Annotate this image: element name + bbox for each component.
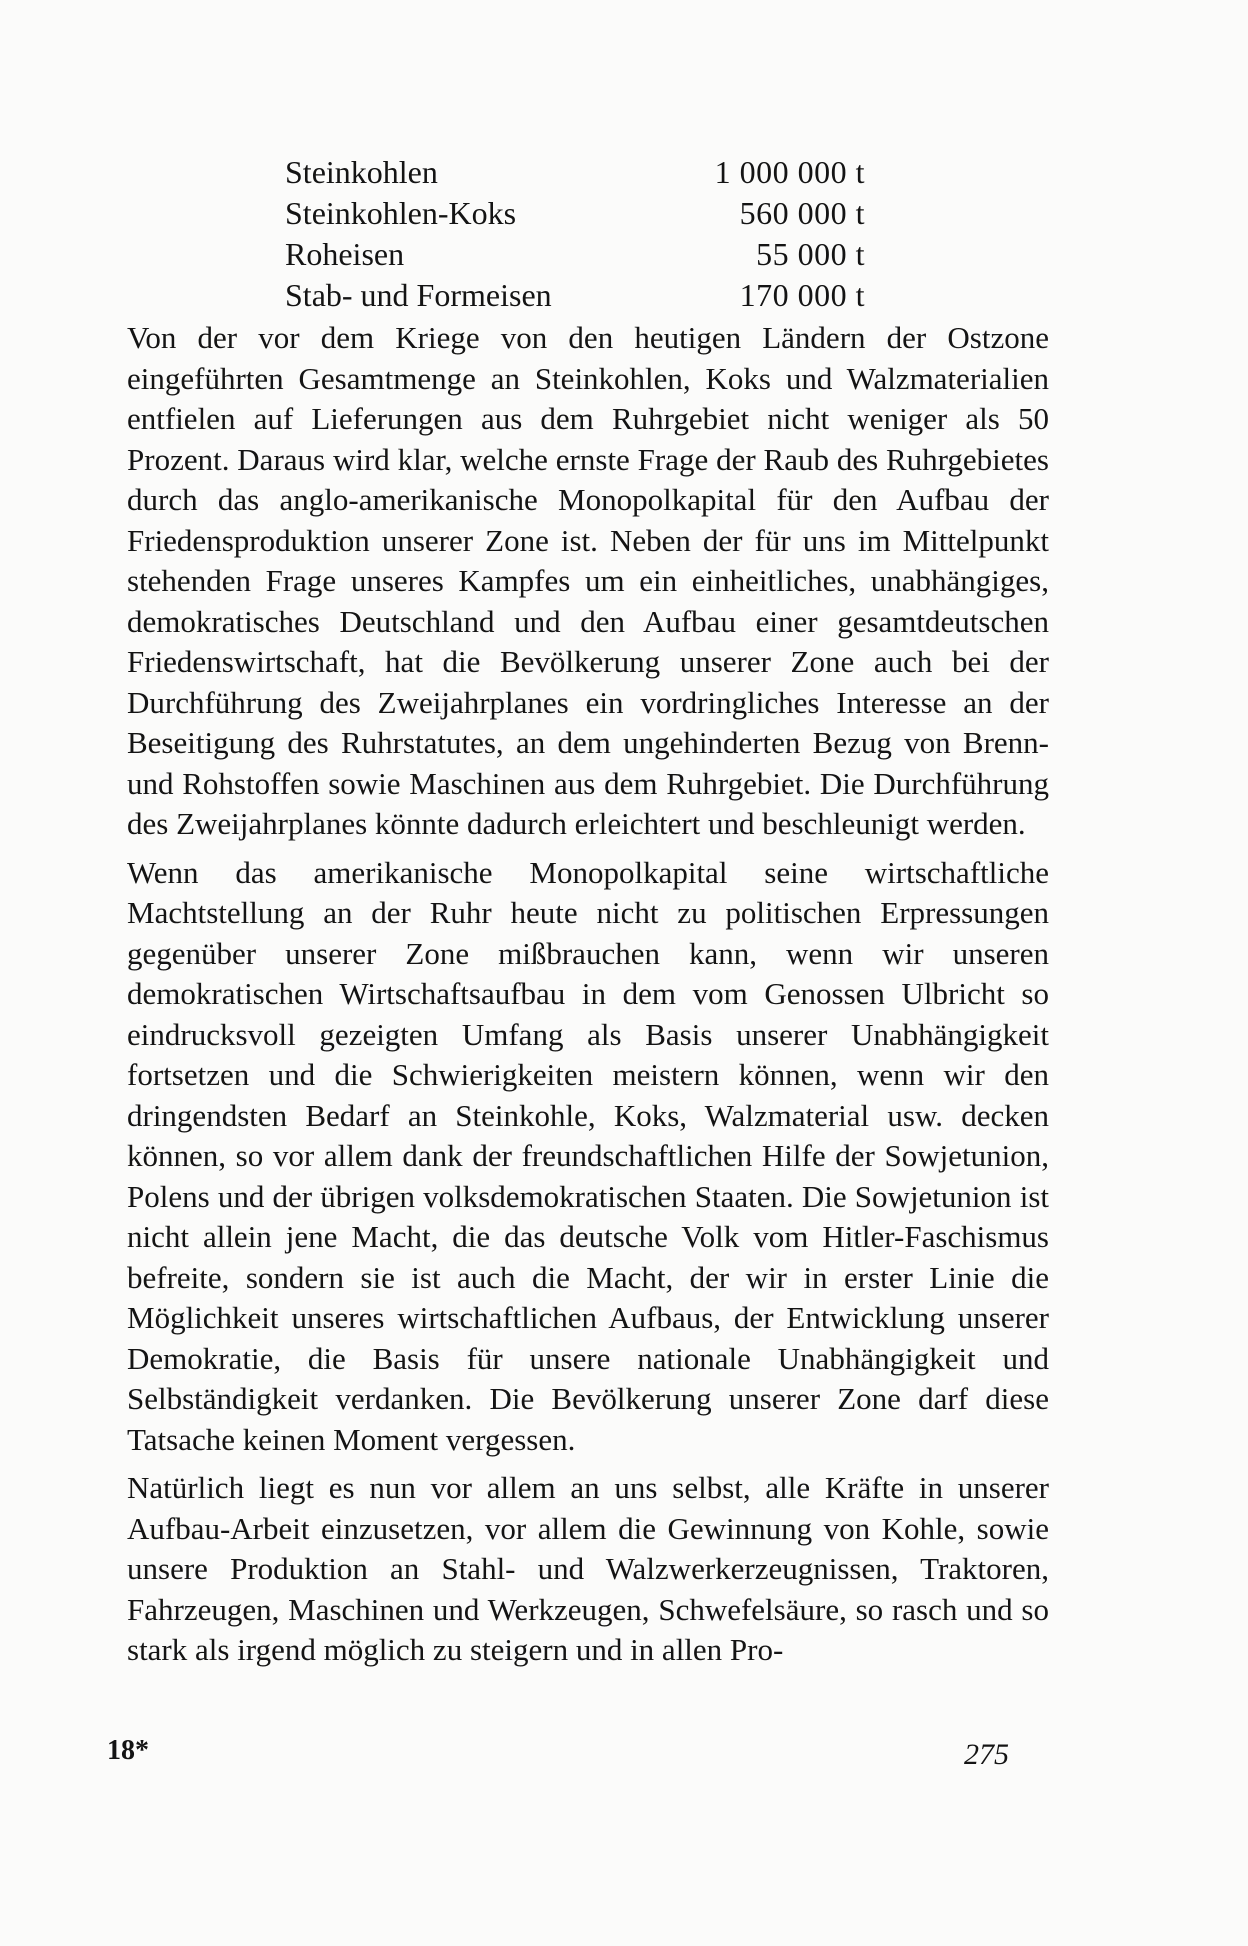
row-amount: 1 000 000 t — [714, 154, 865, 190]
paragraph: Natürlich liegt es nun vor allem an uns selbst, alle Kräfte in unserer Aufbau-Arbeit einzusetzen, vor allem die Gewinnung von Kohle, sowie unsere Produktion an Stahl- und Walzwerkerzeugnissen, Traktoren, Fahrzeugen, Maschinen und Werkzeugen, Schwefelsäure, so rasch und so stark als irgend möglich zu steigern und in allen Pro- — [127, 1470, 1049, 1667]
row-label: Steinkohlen — [285, 154, 438, 190]
paragraph: Von der vor dem Kriege von den heutigen Ländern der Ostzone eingeführten Gesamtmenge an Steinkohlen, Koks und Walzmaterialien entfielen auf Lieferungen aus dem Ruhrgebiet nicht weniger als 50 Prozent. Daraus wird klar, welche ernste Frage der Raub des Ruhrgebietes durch das anglo-amerikanische Monopolkapital für den Aufbau der Friedensproduktion unserer Zone ist. Neben der für uns im Mittelpunkt stehenden Frage unseres Kampfes um ein einheitliches, unabhängiges, demokratisches Deutschland und den Aufbau einer gesamtdeutschen Friedenswirtschaft, hat die Bevölkerung unserer Zone auch bei der Durchführung des Zweijahrplanes ein vordringliches Interesse an der Beseitigung des Ruhrstatutes, an dem ungehinderten Bezug von Brenn- und Rohstoffen sowie Maschinen aus dem Ruhrgebiet. Die Durchführung des Zweijahrplanes könnte dadurch erleichtert und beschleunigt werden. — [127, 320, 1049, 841]
row-label: Steinkohlen-Koks — [285, 195, 517, 231]
production-table — [285, 152, 865, 316]
signature-mark: 18* — [107, 1735, 149, 1766]
table-row — [285, 152, 865, 193]
page-number: 275 — [964, 1738, 1009, 1771]
table-row — [285, 193, 865, 234]
row-amount: 560 000 t — [739, 195, 865, 231]
row-label: Roheisen — [285, 236, 405, 272]
paragraph: Wenn das amerikanische Monopolkapital seine wirtschaftliche Machtstellung an der Ruhr heute nicht zu politischen Erpressungen gegenüber unserer Zone mißbrauchen kann, wenn wir unseren demokratischen Wirtschaftsaufbau in dem vom Genossen Ulbricht so eindrucksvoll gezeigten Umfang als Basis unserer Unabhängigkeit fortsetzen und die Schwierigkeiten meistern können, wenn wir den dringendsten Bedarf an Steinkohle, Koks, Walzmaterial usw. decken können, so vor allem dank der freundschaftlichen Hilfe der Sowjetunion, Polens und der übrigen volksdemokratischen Staaten. Die Sowjetunion ist nicht allein jene Macht, die das deutsche Volk vom Hitler-Faschismus befreite, sondern sie ist auch die Macht, der wir in erster Linie die Möglichkeit unseres wirtschaftlichen Aufbaus, der Entwicklung unserer Demokratie, die Basis für unsere nationale Unabhängigkeit und Selbständigkeit verdanken. Die Bevölkerung unserer Zone darf diese Tatsache keinen Moment vergessen. — [127, 854, 1049, 1457]
table-row — [285, 275, 865, 316]
body-text — [127, 318, 1049, 1671]
row-amount: 55 000 t — [756, 236, 865, 272]
row-amount: 170 000 t — [739, 277, 865, 313]
row-label: Stab- und Formeisen — [285, 277, 552, 313]
table-row — [285, 234, 865, 275]
